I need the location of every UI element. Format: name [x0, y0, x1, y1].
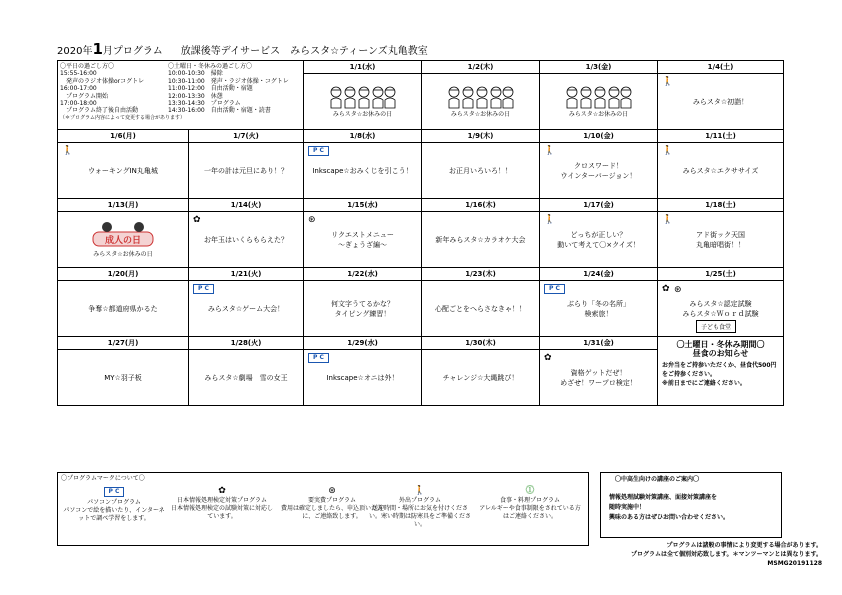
date-header: 1/11(土) [658, 130, 784, 143]
holiday-illustration [564, 84, 634, 110]
schedule-line: 10:00-10:30 掃除 [168, 70, 223, 78]
outing-icon: 🚶 [662, 77, 674, 87]
date-header: 1/2(木) [422, 61, 540, 74]
date-header: 1/18(土) [658, 199, 784, 212]
schedule-line: 17:00-18:00 [60, 100, 97, 108]
title-org: 放課後等デイサービス みらスタ☆ティーンズ丸亀教室 [180, 46, 428, 57]
day-program-text: リクエストメニュー ～ぎょうざ編～ [331, 230, 394, 249]
day-cell [658, 74, 784, 130]
pc-icon: P C [308, 353, 329, 363]
date-header: 1/31(金) [540, 337, 658, 350]
weekday-schedule [60, 63, 185, 122]
notice-body: お弁当をご持参いただくか、昼食代500円をご持参ください。 ※前日までにご連絡ください。 [662, 362, 777, 387]
date-header: 1/23(木) [422, 268, 540, 281]
schedule-line: 16:00-17:00 [60, 85, 97, 93]
day-program-text: みらスタ☆お休みの日 [332, 110, 393, 118]
mark-item [478, 487, 582, 521]
weekday-note: （＊プログラム内容によって変更する場合があります） [60, 114, 185, 121]
day-cell [304, 281, 422, 337]
day-cell [658, 281, 784, 337]
day-program-text: みらスタ☆初詣！ [692, 97, 749, 106]
marks-legend [57, 472, 589, 546]
day-cell [304, 212, 422, 268]
date-header: 1/25(土) [658, 268, 784, 281]
cost-icon: ⊛ [328, 486, 336, 496]
page-title [57, 40, 428, 58]
date-header: 1/8(水) [304, 130, 422, 143]
day-cell [189, 143, 304, 199]
day-program-text: 心配ごとをへらさなきゃ！！ [435, 304, 526, 313]
course-line: 随時実施中！ [609, 504, 646, 511]
day-program-text: チャレンジ☆大縄跳び！ [442, 373, 519, 382]
holiday-content [540, 74, 657, 129]
svg-text:成人の日: 成人の日 [104, 235, 142, 246]
outing-icon: 🚶 [544, 146, 556, 156]
day-program-text: クロスワード！ ウインターバージョン！ [560, 161, 637, 180]
day-program-text: ぶらり「冬の名所」 検索旅！ [567, 299, 630, 318]
date-header: 1/10(金) [540, 130, 658, 143]
pc-icon: P C [544, 284, 565, 294]
date-header: 1/6(月) [58, 130, 189, 143]
footer-line: MSMG20191128 [767, 560, 822, 567]
course-line: 興味のある方はぜひお問い合わせください。 [609, 514, 730, 521]
date-header: 1/1(水) [304, 61, 422, 74]
seijin-day-illustration [87, 220, 159, 250]
day-program-text: アド街ック天国 丸亀暗唱街！！ [696, 230, 745, 249]
day-program-text: 争奪☆都道府県かるた [88, 304, 158, 313]
day-cell [540, 212, 658, 268]
day-program-text: みらスタ☆劇場 雪の女王 [204, 373, 288, 382]
day-program-text: みらスタ☆お休みの日 [450, 110, 511, 118]
schedule-line: 14:30-16:00 自由活動・宿題・読書 [168, 107, 271, 115]
date-header: 1/14(火) [189, 199, 304, 212]
date-header: 1/22(水) [304, 268, 422, 281]
date-header: 1/7(火) [189, 130, 304, 143]
cost-icon: ⊛ [674, 285, 682, 295]
day-program-text: みらスタ☆お休みの日 [93, 250, 153, 258]
mark-desc: 費用は確定しましたら、申込頂いた方に、ご連絡致します。 [280, 505, 383, 520]
day-program-text: ウォーキングIN丸亀城 [88, 166, 158, 175]
mark-name: 日本情報処理検定対策プログラム [177, 497, 267, 504]
title-program: 月プログラム [102, 46, 163, 57]
day-program-text: お正月いろいろ！！ [449, 166, 512, 175]
week-header-row [58, 268, 784, 281]
outing-icon: 🚶 [544, 215, 556, 225]
outing-icon: 🚶 [414, 486, 426, 496]
date-header: 1/16(木) [422, 199, 540, 212]
day-program-text: みらスタ☆ゲーム大会！ [207, 304, 285, 313]
day-program-text: みらスタ☆お休みの日 [568, 110, 629, 118]
week-header-row [58, 337, 784, 350]
schedule-line: プログラム終了後自由活動 [60, 107, 138, 115]
day-cell [540, 281, 658, 337]
mark-name: 要実費プログラム [308, 497, 356, 504]
schedule-line: 10:30-11:00 発声・ラジオ体操・コグトレ [168, 77, 289, 85]
day-cell [422, 74, 540, 130]
day-cell [304, 350, 422, 406]
date-header: 1/17(金) [540, 199, 658, 212]
week-header-row [58, 130, 784, 143]
mark-item [170, 487, 274, 521]
schedule-line: 13:30-14:30 プログラム [168, 100, 241, 108]
course-title: 〇中高生向けの講座のご案内〇 [615, 476, 700, 483]
schedule-line: 発声のラジオ体操orコグトレ [60, 77, 145, 85]
day-cell [304, 143, 422, 199]
info-icon: ✿ [544, 353, 552, 363]
day-cell [58, 350, 189, 406]
day-cell [540, 350, 658, 406]
day-program-text: みらスタ☆認定試験 みらスタ☆Ｗｏｒｄ試験 [682, 299, 759, 318]
day-program-text: どっちが正しい？ 動いて考えて〇×クイズ！ [557, 230, 640, 249]
date-header: 1/30(木) [422, 337, 540, 350]
mark-item [62, 487, 166, 523]
holiday-title: 〇土曜日・冬休みの過ごし方〇 [168, 63, 253, 70]
day-cell [304, 74, 422, 130]
outing-icon: 🚶 [62, 146, 74, 156]
schedule-line: 15:55-16:00 [60, 70, 97, 78]
marks-title: 〇プログラムマークについて〇 [61, 475, 145, 482]
day-cell [58, 212, 189, 268]
weekday-title: 〇平日の過ごし方〇 [60, 63, 115, 70]
date-header: 1/21(火) [189, 268, 304, 281]
day-program-text: Inkscape☆おみくじを引こう！ [312, 166, 413, 175]
holiday-illustration [446, 84, 516, 110]
info-icon: ✿ [193, 215, 201, 225]
course-line: 情報処理試験対策講座、面接対策講座を [609, 494, 718, 501]
mark-name: 食事・料理プログラム [500, 497, 560, 504]
day-program-text: 資格ゲットだぜ！ めざせ！ワープロ検定！ [560, 368, 637, 387]
holiday-illustration [328, 84, 398, 110]
schedule-line: 12:00-13:30 休憩 [168, 92, 223, 100]
day-cell [540, 74, 658, 130]
outing-icon: 🚶 [662, 146, 674, 156]
day-cell [422, 212, 540, 268]
title-month: 1 [92, 40, 103, 58]
pc-icon: P C [104, 487, 125, 497]
footer-line: プログラムは全て個別対応致します。＊マンツーマンとは異なります。 [631, 551, 822, 558]
day-cell [658, 143, 784, 199]
day-cell [189, 350, 304, 406]
day-cell [540, 143, 658, 199]
cost-icon: ⊛ [308, 215, 316, 225]
day-cell [658, 212, 784, 268]
week-body-row [58, 143, 784, 199]
date-header: 1/24(金) [540, 268, 658, 281]
notice-title: 〇土曜日・冬休み期間〇 昼食のお知らせ [676, 340, 765, 358]
date-header: 1/28(火) [189, 337, 304, 350]
day-program-text: 一年の計は元旦にあり！？ [204, 166, 288, 175]
day-cell [58, 143, 189, 199]
holiday-schedule [168, 63, 289, 115]
info-icon: ✿ [218, 486, 226, 496]
week-header-row [58, 199, 784, 212]
date-header: 1/27(月) [58, 337, 189, 350]
week-body-row [58, 281, 784, 337]
day-program-text: お年玉はいくらもらえた？ [204, 235, 288, 244]
holiday-content [422, 74, 539, 129]
day-program-text: 何文字うてるかな？ タイピング練習！ [331, 299, 394, 318]
date-header: 1/4(土) [658, 61, 784, 74]
mark-name: 外出プログラム [399, 497, 441, 504]
date-header: 1/3(金) [540, 61, 658, 74]
mark-desc: 送迎時間・場所にお気を付けください。寒い時期は防寒具をご準備ください。 [368, 505, 471, 528]
footer-line: プログラムは諸般の事情により変更する場合があります。 [666, 542, 822, 549]
mark-desc: アレルギーや食事制限をされている方はご連絡ください。 [479, 505, 581, 520]
day-cell [422, 143, 540, 199]
holiday-content [304, 74, 421, 129]
day-program-text: みらスタ☆エクササイズ [682, 166, 759, 175]
footer [631, 541, 822, 568]
info-icon: ✿ [662, 284, 670, 294]
day-cell [422, 281, 540, 337]
pc-icon: P C [308, 146, 329, 156]
date-header: 1/13(月) [58, 199, 189, 212]
day-cell [189, 212, 304, 268]
day-program-text: MY☆羽子板 [104, 373, 142, 382]
mark-item [368, 487, 472, 529]
mark-desc: パソコンで絵を描いたり、インターネットで調べ学習をします。 [63, 507, 165, 522]
mark-name: パソコンプログラム [87, 499, 141, 506]
week-body-row [58, 212, 784, 268]
day-cell [422, 350, 540, 406]
kodomo-shokudo-badge: 子ども食堂 [696, 320, 736, 333]
day-cell [58, 281, 189, 337]
date-header: 1/9(木) [422, 130, 540, 143]
day-program-text: 新年みらスタ☆カラオケ大会 [435, 235, 526, 244]
schedule-line: 11:00-12:00 自由活動・宿題 [168, 85, 253, 93]
outing-icon: 🚶 [662, 215, 674, 225]
date-header: 1/29(水) [304, 337, 422, 350]
mark-desc: 日本情報処理検定の試験対策に対応しています。 [170, 505, 273, 520]
date-header: 1/20(月) [58, 268, 189, 281]
pc-icon: P C [193, 284, 214, 294]
schedule-line: プログラム開始 [60, 92, 108, 100]
day-cell [189, 281, 304, 337]
course-box [600, 472, 782, 538]
day-program-text: Inkscape☆オニは外！ [326, 373, 399, 382]
title-year: 2020年 [57, 46, 93, 57]
food-icon: ⓵ [525, 486, 535, 496]
seijin-content [58, 212, 188, 267]
lunch-notice-cell [658, 337, 784, 406]
date-header: 1/15(水) [304, 199, 422, 212]
